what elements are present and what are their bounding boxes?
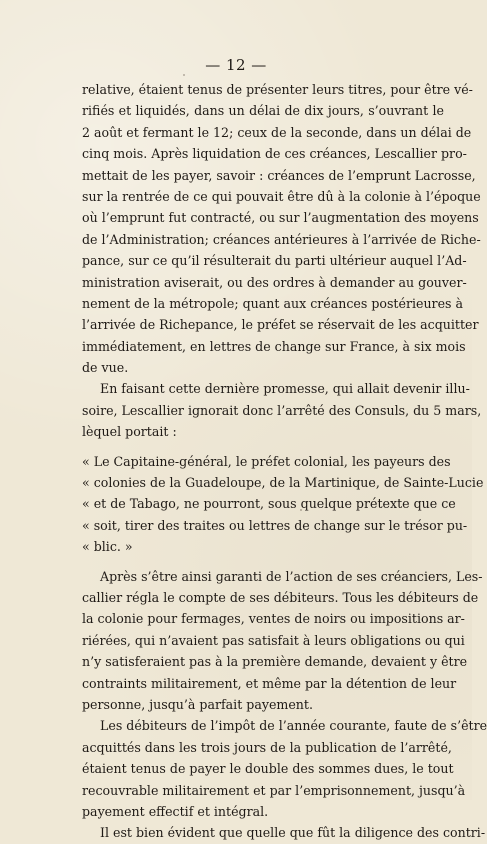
paper-speck xyxy=(300,509,302,511)
text-line: recouvrable militairement et par l’emprisonnement, jusqu’à xyxy=(82,782,466,798)
text-line: callier régla le compte de ses débiteurs. Tous les débiteurs de xyxy=(82,589,479,605)
text-line: rifiés et liquidés, dans un délai de dix jours, s’ouvrant le xyxy=(82,103,444,119)
text-line: immédiatement, en lettres de change sur France, à six mois xyxy=(82,338,466,354)
text-line: contraints militairement, et même par la détention de leur xyxy=(82,675,457,691)
text-line: Après s’être ainsi garanti de l’action de ses créanciers, Les- xyxy=(100,568,483,584)
page-number: — 12 — xyxy=(205,56,267,74)
text-line: personne, jusqu’à parfait payement. xyxy=(82,696,313,712)
text-line: de vue. xyxy=(82,360,129,376)
paper-speck xyxy=(210,766,212,768)
text-line: la colonie pour fermages, ventes de noirs ou impositions ar- xyxy=(82,611,465,627)
text-line: sur la rentrée de ce qui pouvait être dû à la colonie à l’époque xyxy=(82,188,481,204)
quoted-decree xyxy=(82,451,484,558)
text-line: relative, étaient tenus de présenter leurs titres, pour être vé- xyxy=(82,82,473,97)
text-line: Il est bien évident que quelle que fût la diligence des contri- xyxy=(100,825,486,841)
paragraph-6 xyxy=(82,822,486,843)
quote-line: « soit, tirer des traites ou lettres de change sur le trésor pu- xyxy=(82,517,468,533)
quote-line: « Le Capitaine-général, le préfet colonial, les payeurs des xyxy=(82,453,451,469)
text-line: mettait de les payer, savoir : créances de l’emprunt Lacrosse, xyxy=(82,167,476,183)
text-line: Les débiteurs de l’impôt de l’année courante, faute de s’être xyxy=(100,718,487,734)
text-line: riérées, qui n’avaient pas satisfait à leurs obligations ou qui xyxy=(82,632,465,648)
quote-line: « colonies de la Guadeloupe, de la Martinique, de Sainte-Lucie xyxy=(82,475,484,491)
text-line: payement effectif et intégral. xyxy=(82,803,269,819)
text-line: 2 août et fermant le 12; ceux de la seconde, dans un délai de xyxy=(82,124,472,140)
text-line: étaient tenus de payer le double des sommes dues, le tout xyxy=(82,761,454,777)
text-line: ministration aviserait, ou des ordres à demander au gouver- xyxy=(82,274,467,290)
text-line: lèquel portait : xyxy=(82,424,177,440)
paragraph-1 xyxy=(82,79,481,378)
paragraph-2 xyxy=(82,378,482,442)
body-text xyxy=(82,79,487,844)
quote-line: « blic. » xyxy=(82,539,133,555)
text-line: soire, Lescallier ignorait donc l’arrêté des Consuls, du 5 mars, xyxy=(82,402,482,418)
text-line: nement de la métropole; quant aux créances postérieures à xyxy=(82,295,463,311)
paragraph-5 xyxy=(82,715,487,822)
text-line: n’y satisferaient pas à la première demande, devaient y être xyxy=(82,654,468,670)
text-line: En faisant cette dernière promesse, qui allait devenir illu- xyxy=(100,381,470,397)
text-line: où l’emprunt fut contracté, ou sur l’augmentation des moyens xyxy=(82,210,479,226)
text-line: acquittés dans les trois jours de la publication de l’arrêté, xyxy=(82,739,452,755)
text-line: de l’Administration; créances antérieures à l’arrivée de Riche- xyxy=(82,231,481,247)
quote-line: « et de Tabago, ne pourront, sous quelque prétexte que ce xyxy=(82,496,456,512)
text-line: cinq mois. Après liquidation de ces créances, Lescallier pro- xyxy=(82,146,467,162)
text-line: pance, sur ce qu’il résulterait du parti ultérieur auquel l’Ad- xyxy=(82,253,467,269)
paragraph-4 xyxy=(82,566,483,716)
text-line: l’arrivée de Richepance, le préfet se réservait de les acquitter xyxy=(82,317,479,333)
paper-speck xyxy=(183,74,185,76)
